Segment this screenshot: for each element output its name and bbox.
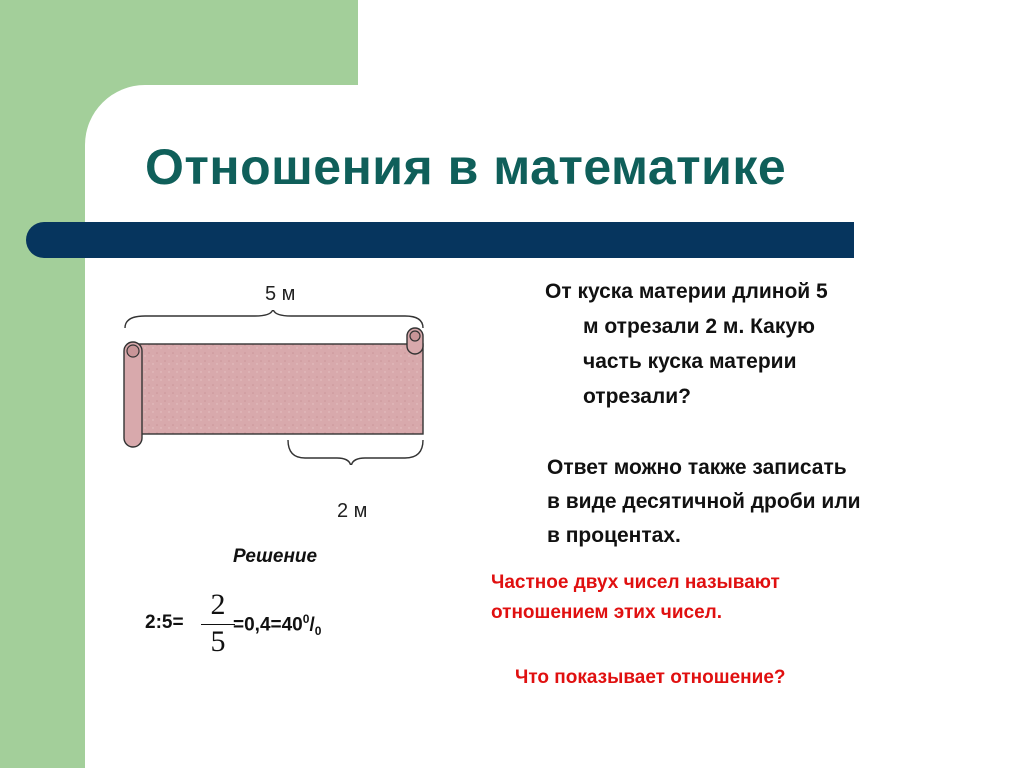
cut-length-brace [288, 440, 423, 465]
slide-title: Отношения в математике [145, 139, 787, 195]
problem-text [545, 274, 945, 414]
answer-line-1: Ответ можно также записать [547, 456, 847, 479]
definition-line-1: Частное двух чисел называют [491, 572, 780, 593]
title-divider-bar [26, 222, 854, 258]
fraction-denominator: 5 [210, 625, 226, 658]
answer-line-2: в виде десятичной дроби или [547, 490, 861, 513]
formula-prefix: 2:5= [145, 612, 184, 633]
formula-fraction [201, 590, 235, 657]
cloth-body [133, 344, 423, 434]
total-length-brace [125, 310, 423, 328]
problem-line-1: От куска материи длиной 5 [545, 280, 828, 303]
question-text: Что показывает отношение? [515, 667, 786, 688]
problem-line-3: часть куска материи [583, 350, 797, 373]
formula-result [233, 612, 321, 638]
definition-line-2: отношением этих чисел. [491, 602, 722, 623]
formula-suffix: =0,4=40 [233, 614, 303, 636]
left-roll [124, 342, 142, 447]
percent-slash: / [309, 614, 315, 636]
cut-length-label: 2 м [337, 500, 368, 522]
top-white-strip [358, 0, 1024, 85]
percent-sup: 0 [302, 612, 310, 626]
answer-text [547, 451, 1007, 553]
problem-line-2: м отрезали 2 м. Какую [583, 315, 815, 338]
solution-label: Решение [233, 546, 318, 567]
definition-text [491, 568, 971, 628]
answer-line-3: в процентах. [547, 524, 681, 547]
problem-line-4: отрезали? [583, 385, 692, 408]
cloth-diagram [115, 310, 435, 465]
fraction-numerator: 2 [210, 588, 226, 621]
percent-sub: 0 [314, 624, 322, 639]
total-length-label: 5 м [265, 283, 296, 305]
